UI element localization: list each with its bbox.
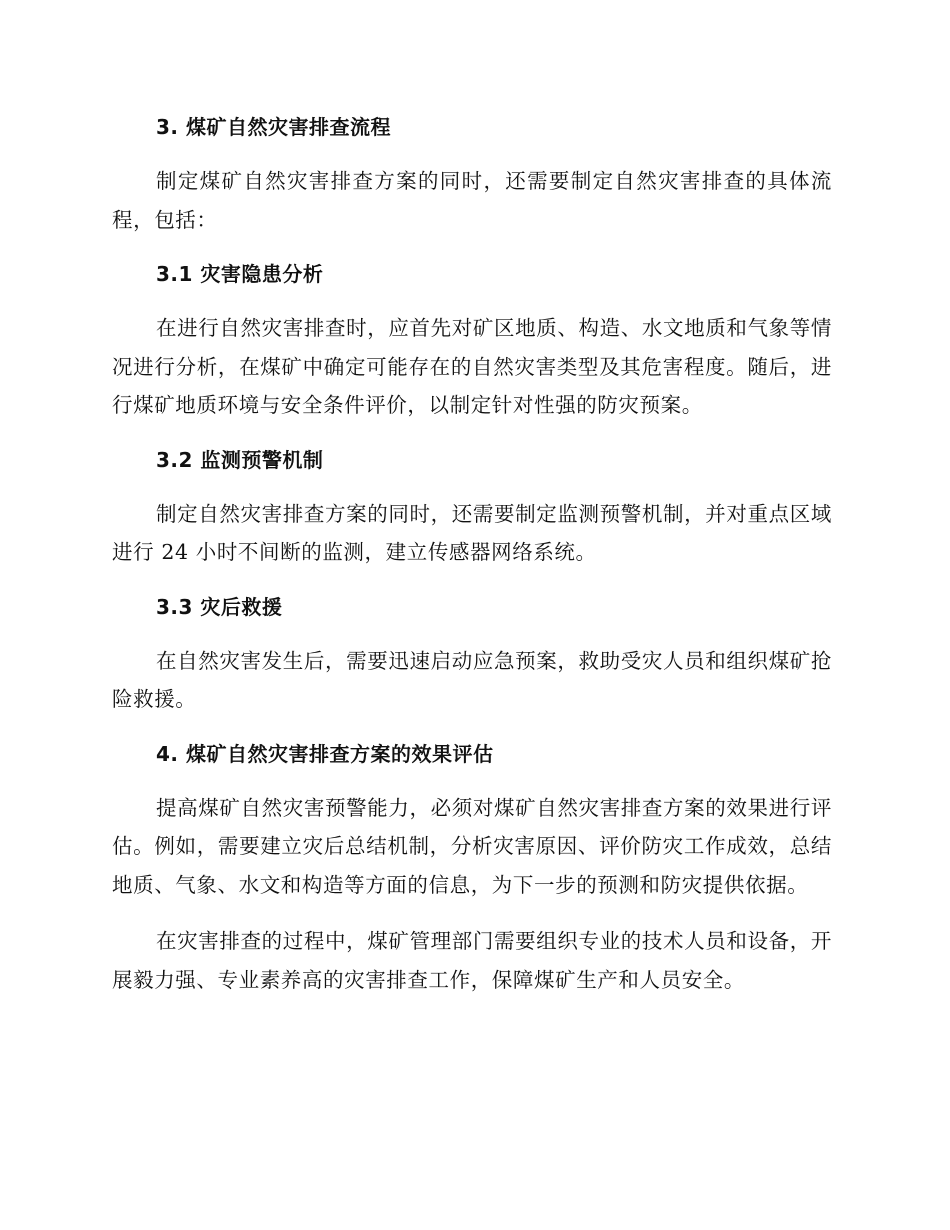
section-heading-3-3: 3.3 灾后救援 (156, 594, 283, 619)
section-heading-3: 3. 煤矿自然灾害排查流程 (156, 115, 391, 139)
paragraph-process-intro: 制定煤矿自然灾害排查方案的同时，还需要制定自然灾害排查的具体流程，包括： (112, 169, 832, 232)
paragraph-hazard-analysis: 在进行自然灾害排查时，应首先对矿区地质、构造、水文地质和气象等情况进行分析，在煤矿中确定可能存在的自然灾害类型及其危害程度。随后，进行煤矿地质环境与安全条件评价，以制定针对性强的防灾预案。 (112, 316, 832, 417)
paragraph-evaluation: 提高煤矿自然灾害预警能力，必须对煤矿自然灾害排查方案的效果进行评估。例如，需要建立灾后总结机制，分析灾害原因、评价防灾工作成效，总结地质、气象、水文和构造等方面的信息，为下一步的预测和防灾提供依据。 (112, 795, 832, 897)
document-body (112, 110, 832, 1017)
section-heading-3-2: 3.2 监测预警机制 (156, 447, 324, 472)
section-heading-3-1: 3.1 灾害隐患分析 (156, 262, 324, 286)
paragraph-rescue: 在自然灾害发生后，需要迅速启动应急预案，救助受灾人员和组织煤矿抢险救援。 (112, 648, 832, 711)
section-heading-4: 4. 煤矿自然灾害排查方案的效果评估 (156, 741, 494, 766)
paragraph-monitoring: 制定自然灾害排查方案的同时，还需要制定监测预警机制，并对重点区域进行 24 小时不间断的监测，建立传感器网络系统。 (112, 501, 832, 564)
paragraph-conclusion: 在灾害排查的过程中，煤矿管理部门需要组织专业的技术人员和设备，开展毅力强、专业素养高的灾害排查工作，保障煤矿生产和人员安全。 (112, 929, 832, 992)
